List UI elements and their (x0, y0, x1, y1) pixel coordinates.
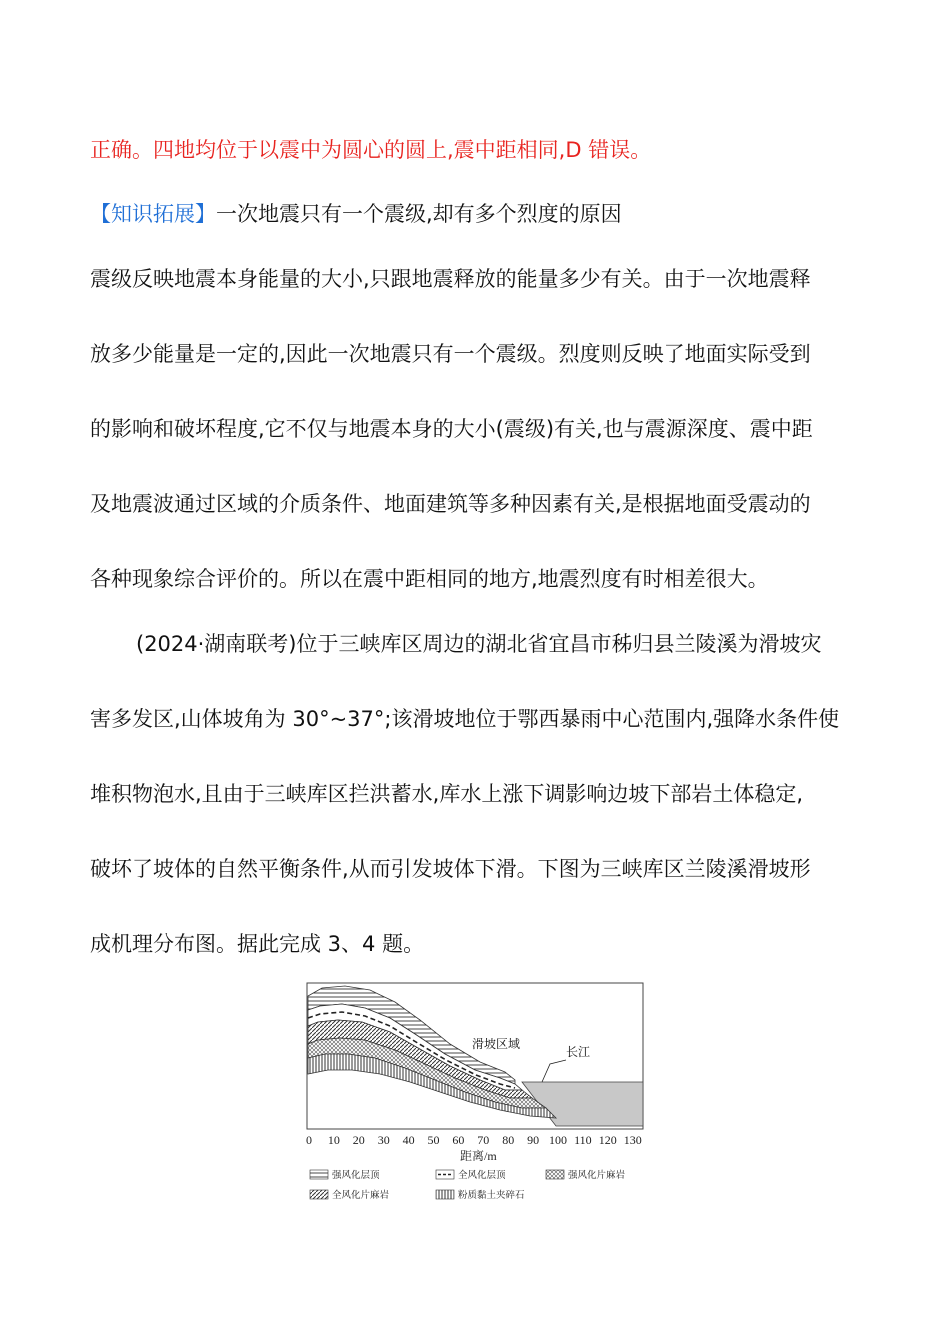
x-tick-label: 110 (574, 1133, 592, 1147)
legend-label: 粉质黏土夹碎石 (458, 1190, 525, 1201)
question-line: 破坏了坡体的自然平衡条件,从而引发坡体下滑。下图为三峡库区兰陵溪滑坡形 (90, 857, 811, 881)
question-line: 堆积物泡水,且由于三峡库区拦洪蓄水,库水上涨下调影响边坡下部岩土体稳定, (90, 782, 804, 806)
legend (310, 1169, 626, 1201)
x-tick-label: 80 (502, 1133, 515, 1147)
legend-label: 全风化层顶 (458, 1170, 506, 1181)
river-pointer (542, 1060, 566, 1082)
legend-swatch-strong-weathered-gneiss (546, 1170, 564, 1179)
legend-label: 强风化层顶 (332, 1170, 380, 1181)
x-tick-label: 120 (598, 1133, 617, 1147)
extension-line: 及地震波通过区域的介质条件、地面建筑等多种因素有关,是根据地面受震动的 (90, 492, 811, 516)
legend-label: 全风化片麻岩 (332, 1190, 390, 1201)
extension-line: 各种现象综合评价的。所以在震中距相同的地方,地震烈度有时相差很大。 (90, 567, 769, 591)
extension-line: 放多少能量是一定的,因此一次地震只有一个震级。烈度则反映了地面实际受到 (90, 342, 811, 366)
extension-heading (90, 200, 860, 228)
x-tick-label: 130 (623, 1133, 642, 1147)
x-axis-ticks (306, 1133, 642, 1147)
legend-swatch-silty-clay-gravel (436, 1190, 454, 1199)
answer-line: 正确。四地均位于以震中为圆心的圆上,震中距相同,D 错误。 (90, 138, 652, 162)
extension-line: 的影响和破坏程度,它不仅与地震本身的大小(震级)有关,也与震源深度、震中距 (90, 417, 813, 441)
landslide-diagram (300, 980, 652, 1210)
x-tick-label: 10 (327, 1133, 340, 1147)
question-line: (2024·湖南联考)位于三峡库区周边的湖北省宜昌市秭归县兰陵溪为滑坡灾 (136, 632, 822, 656)
x-tick-label: 40 (402, 1133, 415, 1147)
extension-title: 一次地震只有一个震级,却有多个烈度的原因 (216, 202, 622, 226)
river-label: 长江 (566, 1045, 591, 1059)
legend-swatch-full-weathered-gneiss (310, 1190, 328, 1199)
x-tick-label: 30 (377, 1133, 390, 1147)
landslide-figure (300, 980, 652, 1210)
legend-label: 强风化片麻岩 (568, 1170, 626, 1181)
slide-area-label: 滑坡区域 (472, 1037, 521, 1051)
question-line: 成机理分布图。据此完成 3、4 题。 (90, 932, 425, 956)
extension-tag: 【知识拓展】 (90, 202, 216, 226)
legend-swatch-strong-weathered-top (310, 1170, 328, 1179)
x-tick-label: 0 (306, 1133, 312, 1147)
x-axis-label: 距离/m (460, 1149, 497, 1163)
x-tick-label: 100 (549, 1133, 567, 1147)
extension-line: 震级反映地震本身能量的大小,只跟地震释放的能量多少有关。由于一次地震释 (90, 267, 811, 291)
x-tick-label: 90 (527, 1133, 540, 1147)
x-tick-label: 60 (452, 1133, 465, 1147)
x-tick-label: 50 (427, 1133, 440, 1147)
x-tick-label: 70 (477, 1133, 490, 1147)
question-line: 害多发区,山体坡角为 30°~37°;该滑坡地位于鄂西暴雨中心范围内,强降水条件使 (90, 707, 840, 731)
x-tick-label: 20 (352, 1133, 365, 1147)
